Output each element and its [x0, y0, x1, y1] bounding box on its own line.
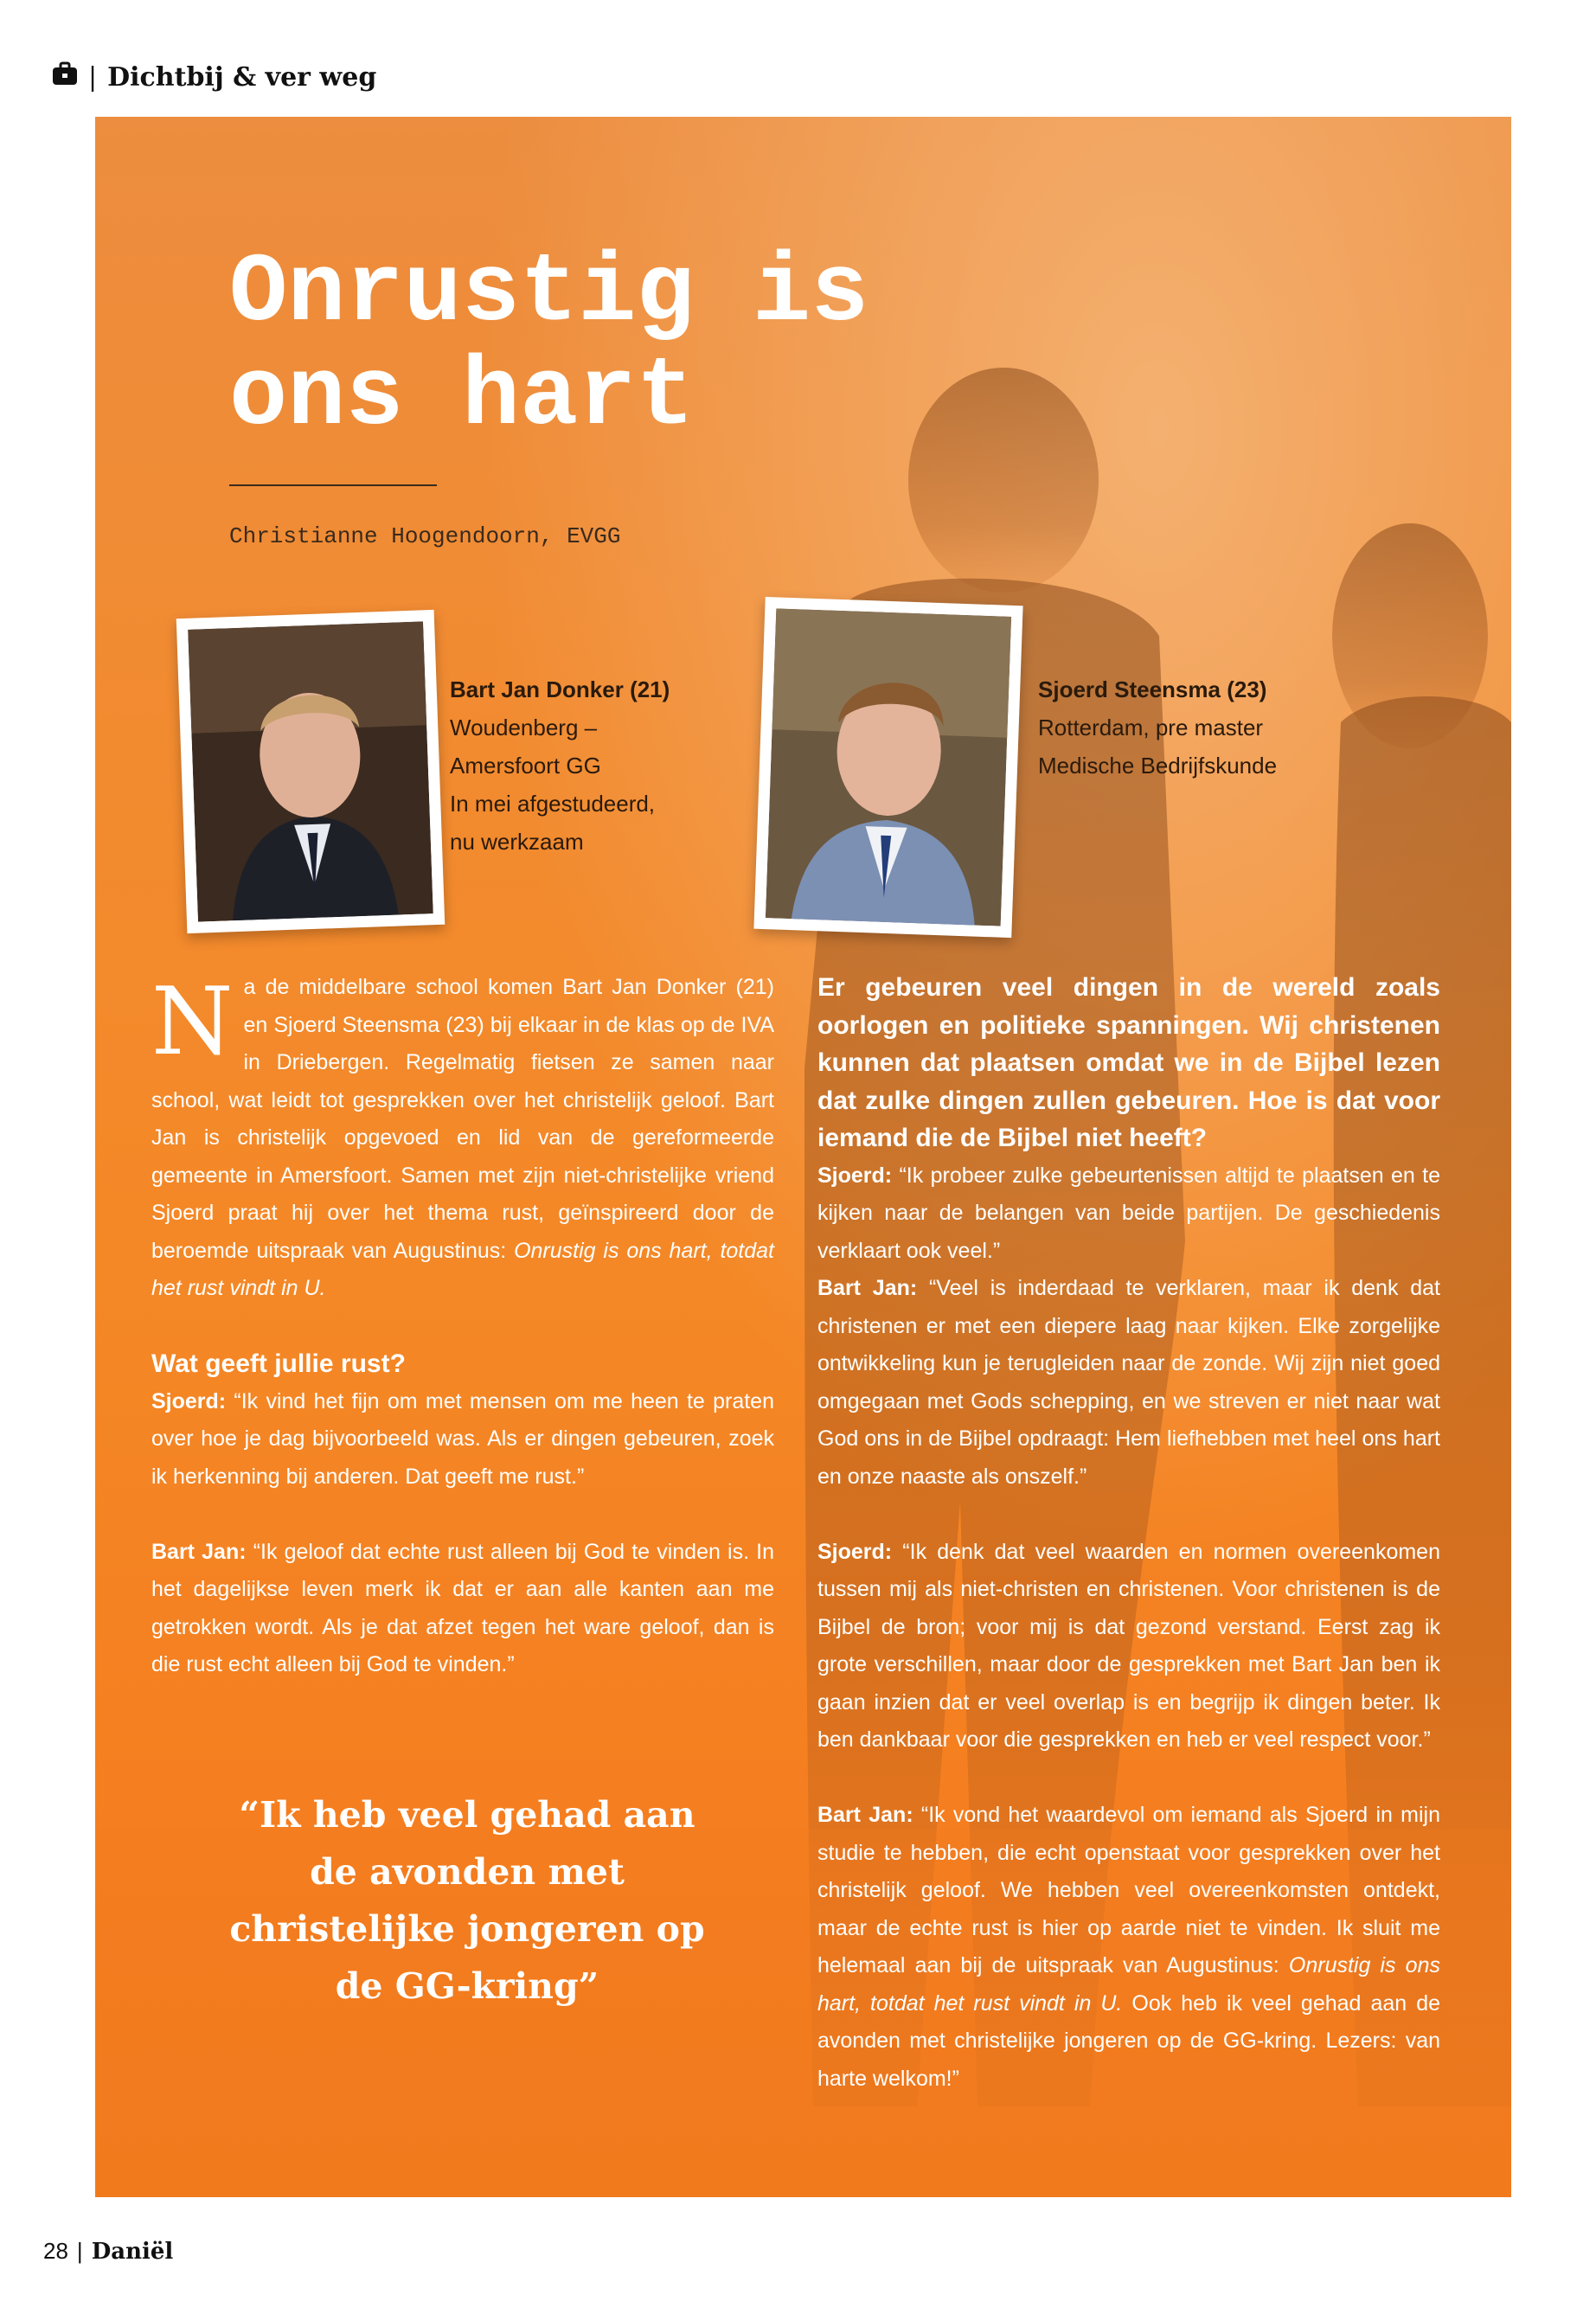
profile-line: nu werkzaam [450, 829, 584, 855]
page-number: 28 [43, 2238, 68, 2264]
article-byline: Christianne Hoogendoorn, EVGG [229, 523, 621, 549]
section-separator: | [88, 61, 98, 93]
speaker-label: Bart Jan: [151, 1539, 247, 1564]
answer-paragraph: Bart Jan: “Veel is inderdaad te verklaren, maar ik denk dat christenen er met een diepere laag naar kijken. Elke zorgelijke ontwikkeling kun je terugleiden naar de zonde. Wij zijn niet goed omgegaan met Gods schepping, en we streven er niet naar wat God ons in de Bijbel opdraagt: Hem liefhebben met heel ons hart en onze naaste als onszelf.” [817, 1276, 1440, 1489]
profile-sjoerd [1038, 670, 1332, 785]
pull-quote: “Ik heb veel gehad aan de avonden met christelijke jongeren op de GG-kring” [229, 1794, 705, 2007]
speaker-label: Bart Jan: [817, 1276, 918, 1300]
profile-photo-sjoerd [753, 597, 1022, 938]
profile-bart-jan [450, 670, 683, 861]
profile-photo-bart-jan [176, 610, 445, 933]
augustinus-quote: Onrustig is ons hart, totdat het rust vindt in U. [151, 1238, 774, 1300]
article-hero [95, 117, 1511, 2197]
speaker-label: Bart Jan: [817, 1803, 913, 1827]
body-column-left [151, 969, 774, 1684]
answer-paragraph: Sjoerd: “Ik denk dat veel waarden en normen overeenkomen tussen mij als niet-christen en christenen. Voor christenen is de Bijbel de bron; voor mij is dat gezond verstand. Eerst zag ik grote verschillen, maar door de gesprekken met Bart Jan ben ik gaan inzien dat er veel overlap is en begrijp ik dingen beter. Ik ben dankbaar voor die gesprekken en heb er veel respect voor.” [817, 1539, 1440, 1752]
body-column-right [817, 969, 1440, 2098]
magazine-name: Daniël [91, 2238, 174, 2265]
profile-name: Sjoerd Steensma (23) [1038, 676, 1267, 702]
question-heading: Er gebeuren veel dingen in de wereld zoals oorlogen en politieke spanningen. Wij christenen kunnen dat plaatsen omdat we in de Bijbel lezen dat zulke dingen zullen gebeuren. Hoe is dat voor iemand die de Bijbel niet heeft? [817, 973, 1440, 1152]
profile-line: Woudenberg – [450, 715, 598, 740]
speaker-label: Sjoerd: [817, 1539, 893, 1564]
section-header [52, 55, 376, 99]
augustinus-quote: Onrustig is ons hart, totdat het rust vindt in U. [817, 1953, 1440, 2016]
profile-line: Medische Bedrijfskunde [1038, 753, 1278, 779]
question-heading: Wat geeft jullie rust? [151, 1349, 406, 1378]
drop-cap: N [151, 968, 234, 1076]
profile-name: Bart Jan Donker (21) [450, 676, 670, 702]
intro-paragraph: Na de middelbare school komen Bart Jan Donker (21) en Sjoerd Steensma (23) bij elkaar in de klas op de IVA in Driebergen. Regelmatig fietsen ze samen naar school, wat leidt tot gesprekken over het christelijk geloof. Bart Jan is christelijk opgevoed en lid van de gereformeerde gemeente in Amersfoort. Samen met zijn niet-christelijke vriend Sjoerd praat hij over het thema rust, geïnspireerd door de beroemde uitspraak van Augustinus: Onrustig is ons hart, totdat het rust vindt in U. [151, 968, 774, 1300]
answer-paragraph: Sjoerd: “Ik vind het fijn om met mensen om me heen te praten over hoe je dag bijvoorbeeld was. Als er dingen gebeuren, zoek ik herkenning bij anderen. Dat geeft me rust.” [151, 1388, 774, 1489]
section-title: Dichtbij & ver weg [107, 61, 377, 93]
profile-line: Rotterdam, pre master [1038, 715, 1264, 740]
answer-paragraph: Bart Jan: “Ik vond het waardevol om iemand als Sjoerd in mijn studie te hebben, die echt openstaat voor gesprekken over het christelijk geloof. We hebben veel overeenkomsten ontdekt, maar de echte rust is hier op aarde niet te vinden. Ik sluit me helemaal aan bij de uitspraak van Augustinus: Onrustig is ons hart, totdat het rust vindt in U. Ook heb ik veel gehad aan de avonden met christelijke jongeren op de GG-kring. Lezers: van harte welkom!” [817, 1803, 1440, 2091]
answer-paragraph: Sjoerd: “Ik probeer zulke gebeurtenissen altijd te plaatsen en te kijken naar de belangen van beide partijen. De geschiedenis verklaart ook veel.” [817, 1163, 1440, 1263]
profile-line: Amersfoort GG [450, 753, 601, 779]
page-footer [43, 2238, 173, 2265]
briefcase-icon [52, 61, 78, 93]
profile-line: In mei afgestudeerd, [450, 791, 656, 817]
answer-paragraph: Bart Jan: “Ik geloof dat echte rust alleen bij God te vinden is. In het dagelijkse leven merk ik dat er aan alle kanten aan me getrokken wordt. Als je dat afzet tegen het ware geloof, dan is die rust echt alleen bij God te vinden.” [151, 1539, 774, 1676]
article-title: Onrustig is ons hart [229, 239, 869, 452]
speaker-label: Sjoerd: [151, 1388, 227, 1413]
speaker-label: Sjoerd: [817, 1163, 893, 1188]
title-divider [229, 484, 437, 486]
footer-separator: | [76, 2238, 83, 2264]
